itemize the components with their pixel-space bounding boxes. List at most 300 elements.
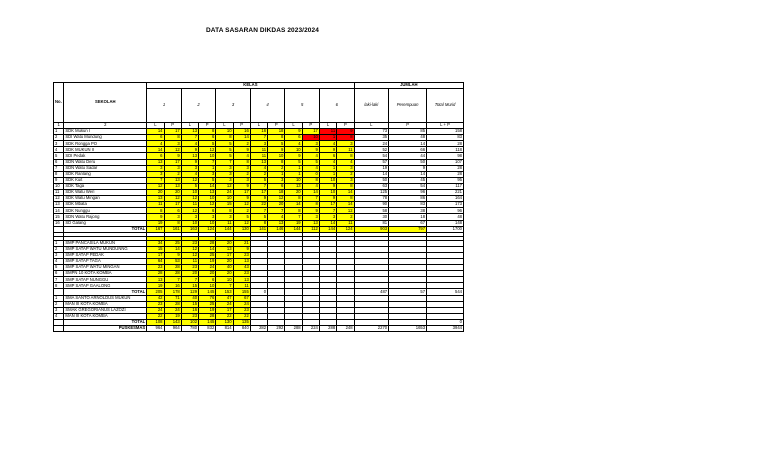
class-value: 167 bbox=[147, 226, 164, 232]
class-value: 5 bbox=[181, 183, 198, 189]
row-no: 7 bbox=[54, 165, 64, 171]
jumlah-value: 44 bbox=[389, 153, 427, 159]
class-value: 3 bbox=[337, 141, 354, 147]
class-value: 53 bbox=[164, 258, 181, 264]
class-value: 6 bbox=[147, 135, 164, 141]
class-value: 5 bbox=[268, 141, 285, 147]
class-value: 9 bbox=[285, 129, 302, 135]
class-value: 9 bbox=[164, 153, 181, 159]
class-value: 8 bbox=[164, 220, 181, 226]
class-value: 14 bbox=[199, 246, 216, 252]
class-value: 3 bbox=[216, 165, 233, 171]
class-value: 7 bbox=[164, 277, 181, 283]
class-value: 14 bbox=[337, 202, 354, 208]
page-title: DATA SASARAN DIKDAS 2023/2024 bbox=[206, 27, 319, 34]
jumlah-value: 38 bbox=[389, 208, 427, 214]
jumlah-value: 173 bbox=[427, 202, 464, 208]
class-value: 144 bbox=[216, 226, 233, 232]
class-value: 11 bbox=[337, 147, 354, 153]
class-value: 10 bbox=[181, 220, 198, 226]
jumlah-value: 96 bbox=[427, 208, 464, 214]
class-value: 3 bbox=[181, 214, 198, 220]
class-value: 8 bbox=[337, 135, 354, 141]
header-kelas: KELAS bbox=[147, 83, 354, 89]
class-value: 2 bbox=[164, 171, 181, 177]
class-value: 9 bbox=[302, 208, 319, 214]
class-value: 14 bbox=[147, 147, 164, 153]
class-value: 12 bbox=[337, 208, 354, 214]
class-value: 3 bbox=[268, 177, 285, 183]
class-value: 8 bbox=[285, 196, 302, 202]
class-value: 17 bbox=[164, 129, 181, 135]
class-value: 1 bbox=[319, 171, 336, 177]
school-name: SMAK GREGORIANUS LAZOZI bbox=[64, 307, 147, 313]
class-value: 3 bbox=[250, 141, 267, 147]
class-value: 22 bbox=[216, 313, 233, 319]
class-value: 9 bbox=[181, 147, 198, 153]
jumlah-value: 54 bbox=[389, 183, 427, 189]
class-value: 9 bbox=[147, 214, 164, 220]
school-name: MAN III KOTA KOMBA bbox=[64, 301, 147, 307]
header-number: L bbox=[319, 123, 336, 129]
class-value: 3 bbox=[337, 177, 354, 183]
class-value: 7 bbox=[250, 135, 267, 141]
school-name: SDI Pedak bbox=[64, 153, 147, 159]
jumlah-value: 83 bbox=[427, 135, 464, 141]
class-value: 20 bbox=[199, 271, 216, 277]
class-value: 4 bbox=[250, 165, 267, 171]
class-value: 8 bbox=[268, 159, 285, 165]
class-value: 13 bbox=[199, 190, 216, 196]
jumlah-value: 85 bbox=[389, 129, 427, 135]
row-no: 12 bbox=[54, 196, 64, 202]
jumlah-value: 58 bbox=[354, 208, 389, 214]
class-value: 8 bbox=[164, 135, 181, 141]
row-no: 1 bbox=[54, 129, 64, 135]
row-no: 4 bbox=[54, 258, 64, 264]
school-name: SMP SATAP NUNGGU bbox=[64, 277, 147, 283]
header-number: P bbox=[268, 123, 285, 129]
class-value: 17 bbox=[319, 202, 336, 208]
class-value: 7 bbox=[181, 135, 198, 141]
class-value: 12 bbox=[164, 196, 181, 202]
jumlah-value: 28 bbox=[427, 141, 464, 147]
row-no: 3 bbox=[54, 141, 64, 147]
jumlah-value: 24 bbox=[354, 141, 389, 147]
class-value: 4 bbox=[285, 141, 302, 147]
header-number: P bbox=[337, 123, 354, 129]
class-value: 15 bbox=[216, 202, 233, 208]
row-no: 7 bbox=[54, 277, 64, 283]
jumlah-value: 90 bbox=[354, 202, 389, 208]
jumlah-value: 18 bbox=[389, 214, 427, 220]
class-value: 112 bbox=[302, 226, 319, 232]
class-value: 19 bbox=[199, 258, 216, 264]
class-value: 28 bbox=[147, 271, 164, 277]
jumlah-value: 83 bbox=[389, 202, 427, 208]
class-value: 76 bbox=[199, 295, 216, 301]
school-name: SDN Watu Rajong bbox=[64, 214, 147, 220]
class-value: 9 bbox=[250, 196, 267, 202]
class-value: 17 bbox=[147, 252, 164, 258]
class-value: 8 bbox=[199, 129, 216, 135]
jumlah-value: 107 bbox=[427, 159, 464, 165]
class-value: 9 bbox=[233, 147, 250, 153]
class-value: 12 bbox=[181, 177, 198, 183]
school-name: SDI Watu Mundung bbox=[64, 135, 147, 141]
school-name: SMP SATAP TAGA bbox=[64, 258, 147, 264]
class-value: 8 bbox=[250, 220, 267, 226]
class-value: 3 bbox=[164, 165, 181, 171]
class-value: 4 bbox=[302, 165, 319, 171]
row-no: 10 bbox=[54, 183, 64, 189]
class-value: 23 bbox=[181, 313, 198, 319]
class-value: 6 bbox=[199, 277, 216, 283]
jumlah-value: 98 bbox=[427, 153, 464, 159]
jumlah-value: 164 bbox=[427, 196, 464, 202]
row-no: 13 bbox=[54, 202, 64, 208]
jumlah-value: 30 bbox=[354, 214, 389, 220]
class-value: 9 bbox=[268, 147, 285, 153]
class-value: 13 bbox=[147, 196, 164, 202]
school-name: SDK Kuit bbox=[64, 177, 147, 183]
jumlah-value: 67 bbox=[389, 220, 427, 226]
jumlah-value: 50 bbox=[389, 159, 427, 165]
class-value: 16 bbox=[181, 307, 198, 313]
class-value: 9 bbox=[337, 129, 354, 135]
class-value: 5 bbox=[216, 147, 233, 153]
jumlah-value: 14 bbox=[389, 171, 427, 177]
header-class: 1 bbox=[147, 89, 182, 123]
class-value: 11 bbox=[337, 220, 354, 226]
class-value: 24 bbox=[216, 301, 233, 307]
class-value: 13 bbox=[302, 220, 319, 226]
class-value: 5 bbox=[302, 159, 319, 165]
data-table bbox=[53, 82, 464, 332]
class-value: 129 bbox=[181, 289, 198, 295]
class-value: 6 bbox=[268, 183, 285, 189]
class-value: 4 bbox=[233, 153, 250, 159]
jumlah-value: 14 bbox=[354, 171, 389, 177]
class-value: 4 bbox=[268, 214, 285, 220]
class-value: 13 bbox=[164, 183, 181, 189]
class-value: 840 bbox=[233, 326, 250, 332]
class-value: 10 bbox=[319, 177, 336, 183]
school-name: SDK Watu Mingan bbox=[64, 196, 147, 202]
jumlah-value: 35 bbox=[354, 135, 389, 141]
class-value: 13 bbox=[147, 277, 164, 283]
class-value: 12 bbox=[181, 246, 198, 252]
class-value: 832 bbox=[199, 326, 216, 332]
class-value: 13 bbox=[216, 246, 233, 252]
jumlah-value: 73 bbox=[354, 129, 389, 135]
class-value: 1 bbox=[268, 171, 285, 177]
class-value: 780 bbox=[181, 326, 198, 332]
class-value: 10 bbox=[285, 177, 302, 183]
class-value: 16 bbox=[164, 283, 181, 289]
class-value: 19 bbox=[199, 307, 216, 313]
class-value: 18 bbox=[268, 190, 285, 196]
class-value: 20 bbox=[147, 190, 164, 196]
class-value: 14 bbox=[319, 220, 336, 226]
class-value: 11 bbox=[250, 147, 267, 153]
school-name: MAN III KOTA KOMBA bbox=[64, 313, 147, 319]
class-value: 135 bbox=[233, 319, 250, 325]
class-value: 11 bbox=[319, 129, 336, 135]
class-value: 1 bbox=[285, 165, 302, 171]
class-value: 42 bbox=[147, 295, 164, 301]
class-value: 7 bbox=[319, 208, 336, 214]
jumlah-value: 2270 bbox=[354, 326, 389, 332]
class-value: 9 bbox=[233, 246, 250, 252]
total-label: PUSKESMAS bbox=[64, 326, 147, 332]
class-value: 3 bbox=[199, 214, 216, 220]
class-value: 14 bbox=[199, 183, 216, 189]
class-value: 9 bbox=[319, 196, 336, 202]
class-value: 12 bbox=[181, 208, 198, 214]
class-value: 24 bbox=[147, 307, 164, 313]
class-value: 13 bbox=[233, 258, 250, 264]
class-value: 7 bbox=[147, 177, 164, 183]
class-value: 102 bbox=[181, 319, 198, 325]
class-value: 7 bbox=[250, 208, 267, 214]
class-value: 28 bbox=[199, 240, 216, 246]
class-value: 3 bbox=[199, 171, 216, 177]
class-value: 9 bbox=[319, 147, 336, 153]
jumlah-value: 14 bbox=[389, 141, 427, 147]
class-value: 8 bbox=[337, 183, 354, 189]
class-value: 20 bbox=[181, 271, 198, 277]
class-value: 11 bbox=[250, 153, 267, 159]
class-value: 130 bbox=[233, 226, 250, 232]
class-value: 10 bbox=[302, 135, 319, 141]
jumlah-value: 158 bbox=[427, 129, 464, 135]
class-value: 10 bbox=[199, 283, 216, 289]
class-value: 9 bbox=[233, 196, 250, 202]
class-value: 13 bbox=[250, 159, 267, 165]
school-name: SMPN 10 KOTA KOMBA bbox=[64, 271, 147, 277]
class-value: 10 bbox=[216, 277, 233, 283]
header-number: L bbox=[216, 123, 233, 129]
class-value: 20 bbox=[285, 190, 302, 196]
class-value: 40 bbox=[181, 295, 198, 301]
jumlah-value: 63 bbox=[354, 183, 389, 189]
jumlah-value: 86 bbox=[389, 196, 427, 202]
row-no: 5 bbox=[54, 153, 64, 159]
class-value: 23 bbox=[147, 301, 164, 307]
jumlah-value: 544 bbox=[427, 289, 464, 295]
class-value: 23 bbox=[147, 265, 164, 271]
total-label: TOTAL bbox=[64, 289, 147, 295]
class-value: 7 bbox=[268, 208, 285, 214]
class-value: 34 bbox=[147, 240, 164, 246]
class-value: 3 bbox=[181, 165, 198, 171]
school-name: SMP SATAP WATU MUNDUNNG bbox=[64, 246, 147, 252]
header-number: L bbox=[250, 123, 267, 129]
class-value: 5 bbox=[199, 141, 216, 147]
class-value: 17 bbox=[164, 202, 181, 208]
school-name: SD Galang bbox=[64, 220, 147, 226]
class-value: 9 bbox=[233, 183, 250, 189]
class-value: 17 bbox=[164, 159, 181, 165]
header-class: 5 bbox=[285, 89, 320, 123]
class-value: 18 bbox=[268, 129, 285, 135]
class-value: 13 bbox=[181, 129, 198, 135]
class-value: 23 bbox=[233, 271, 250, 277]
total-label: TOTAL bbox=[64, 226, 147, 232]
jumlah-value: 81 bbox=[354, 220, 389, 226]
class-value: 20 bbox=[216, 240, 233, 246]
class-value: 22 bbox=[250, 202, 267, 208]
school-name: SDK Nunggu bbox=[64, 208, 147, 214]
class-value: 0 bbox=[302, 171, 319, 177]
class-value: 47 bbox=[216, 295, 233, 301]
header-class: 3 bbox=[216, 89, 251, 123]
class-value: 814 bbox=[216, 326, 233, 332]
class-value: 248 bbox=[337, 326, 354, 332]
class-value: 10 bbox=[216, 196, 233, 202]
header-jumlah: JUMLAH bbox=[354, 83, 463, 89]
class-value: 153 bbox=[216, 289, 233, 295]
class-value: 3 bbox=[216, 214, 233, 220]
jumlah-value: 3944 bbox=[427, 326, 464, 332]
class-value: 288 bbox=[285, 326, 302, 332]
school-name: SDK Watu Weri bbox=[64, 190, 147, 196]
class-value: 2 bbox=[233, 208, 250, 214]
class-value: 22 bbox=[233, 313, 250, 319]
class-value: 19 bbox=[164, 313, 181, 319]
class-value: 23 bbox=[181, 240, 198, 246]
class-value: 4 bbox=[181, 171, 198, 177]
row-no: 15 bbox=[54, 214, 64, 220]
class-value: 10 bbox=[285, 147, 302, 153]
school-name: SDN Watu Deru bbox=[64, 159, 147, 165]
class-value: 6 bbox=[164, 208, 181, 214]
row-no: 3 bbox=[54, 252, 64, 258]
class-value: 23 bbox=[233, 307, 250, 313]
class-value: 10 bbox=[268, 153, 285, 159]
jumlah-value: 28 bbox=[427, 171, 464, 177]
class-value: 1 bbox=[319, 135, 336, 141]
class-value: 178 bbox=[164, 289, 181, 295]
jumlah-value: 125 bbox=[354, 190, 389, 196]
class-value: 12 bbox=[199, 147, 216, 153]
jumlah-value: 221 bbox=[427, 190, 464, 196]
jumlah-value: 903 bbox=[354, 226, 389, 232]
jumlah-value: 117 bbox=[427, 183, 464, 189]
class-value: 10 bbox=[199, 196, 216, 202]
class-value: 24 bbox=[216, 190, 233, 196]
class-value: 14 bbox=[164, 246, 181, 252]
jumlah-value: 95 bbox=[427, 177, 464, 183]
class-value: 145 bbox=[199, 319, 216, 325]
header-class: 2 bbox=[181, 89, 216, 123]
class-value: 3 bbox=[216, 171, 233, 177]
row-no: 8 bbox=[54, 283, 64, 289]
class-value: 10 bbox=[319, 190, 336, 196]
class-value: 146 bbox=[268, 226, 285, 232]
class-value: 16 bbox=[233, 129, 250, 135]
class-value: 15 bbox=[147, 246, 164, 252]
class-value: 155 bbox=[233, 289, 250, 295]
header-no: No. bbox=[54, 83, 64, 123]
class-value: 2 bbox=[233, 141, 250, 147]
class-value: 7 bbox=[285, 214, 302, 220]
class-value: 17 bbox=[233, 190, 250, 196]
jumlah-value: 57 bbox=[354, 159, 389, 165]
jumlah-value: 78 bbox=[354, 196, 389, 202]
class-value: 15 bbox=[181, 283, 198, 289]
class-value: 8 bbox=[302, 177, 319, 183]
class-value: 11 bbox=[181, 202, 198, 208]
header-number: L bbox=[354, 123, 389, 129]
class-value: 12 bbox=[181, 196, 198, 202]
class-value: 7 bbox=[302, 196, 319, 202]
class-value: 6 bbox=[285, 135, 302, 141]
class-value: 12 bbox=[268, 196, 285, 202]
jumlah-value: 118 bbox=[427, 147, 464, 153]
class-value: 12 bbox=[164, 147, 181, 153]
class-value: 4 bbox=[319, 159, 336, 165]
class-value: 288 bbox=[319, 326, 336, 332]
school-name: SDK Mbata bbox=[64, 202, 147, 208]
class-value: 13 bbox=[147, 159, 164, 165]
class-value: 12 bbox=[233, 220, 250, 226]
header-class: 4 bbox=[250, 89, 285, 123]
class-value: 9 bbox=[302, 147, 319, 153]
class-value: 9 bbox=[164, 252, 181, 258]
puskesmas-row bbox=[54, 326, 464, 332]
class-value: 2 bbox=[268, 165, 285, 171]
header-number: P bbox=[199, 123, 216, 129]
class-value: 282 bbox=[250, 326, 267, 332]
jumlah-value: 797 bbox=[389, 226, 427, 232]
class-value: 28 bbox=[164, 271, 181, 277]
header-perempuan: Perempuan bbox=[389, 89, 427, 123]
class-value: 24 bbox=[199, 265, 216, 271]
class-value: 9 bbox=[285, 153, 302, 159]
row-no: 1 bbox=[54, 295, 64, 301]
class-value: 3 bbox=[147, 165, 164, 171]
jumlah-value: 19 bbox=[354, 165, 389, 171]
jumlah-value: 57 bbox=[389, 289, 427, 295]
class-value: 10 bbox=[181, 190, 198, 196]
class-value: 12 bbox=[216, 183, 233, 189]
class-value: 5 bbox=[216, 141, 233, 147]
class-value: 12 bbox=[147, 183, 164, 189]
class-value: 28 bbox=[164, 301, 181, 307]
class-value: 5 bbox=[199, 177, 216, 183]
header-number: L bbox=[181, 123, 198, 129]
class-value: 12 bbox=[181, 252, 198, 258]
class-value: 28 bbox=[199, 313, 216, 319]
header-number: 2 bbox=[64, 123, 147, 129]
class-value: 9 bbox=[181, 159, 198, 165]
class-value: 224 bbox=[302, 326, 319, 332]
class-value: 6 bbox=[319, 153, 336, 159]
class-value: 14 bbox=[337, 190, 354, 196]
class-value: 4 bbox=[337, 159, 354, 165]
jumlah-value: 487 bbox=[354, 289, 389, 295]
school-name: SDK Ranlang bbox=[64, 171, 147, 177]
header-sekolah: SEKOLAH bbox=[64, 83, 147, 123]
class-value: 14 bbox=[233, 135, 250, 141]
jumlah-value: 9 bbox=[389, 165, 427, 171]
class-value: 22 bbox=[147, 313, 164, 319]
class-value: 8 bbox=[337, 153, 354, 159]
row-no: 16 bbox=[54, 220, 64, 226]
class-value: 28 bbox=[164, 265, 181, 271]
